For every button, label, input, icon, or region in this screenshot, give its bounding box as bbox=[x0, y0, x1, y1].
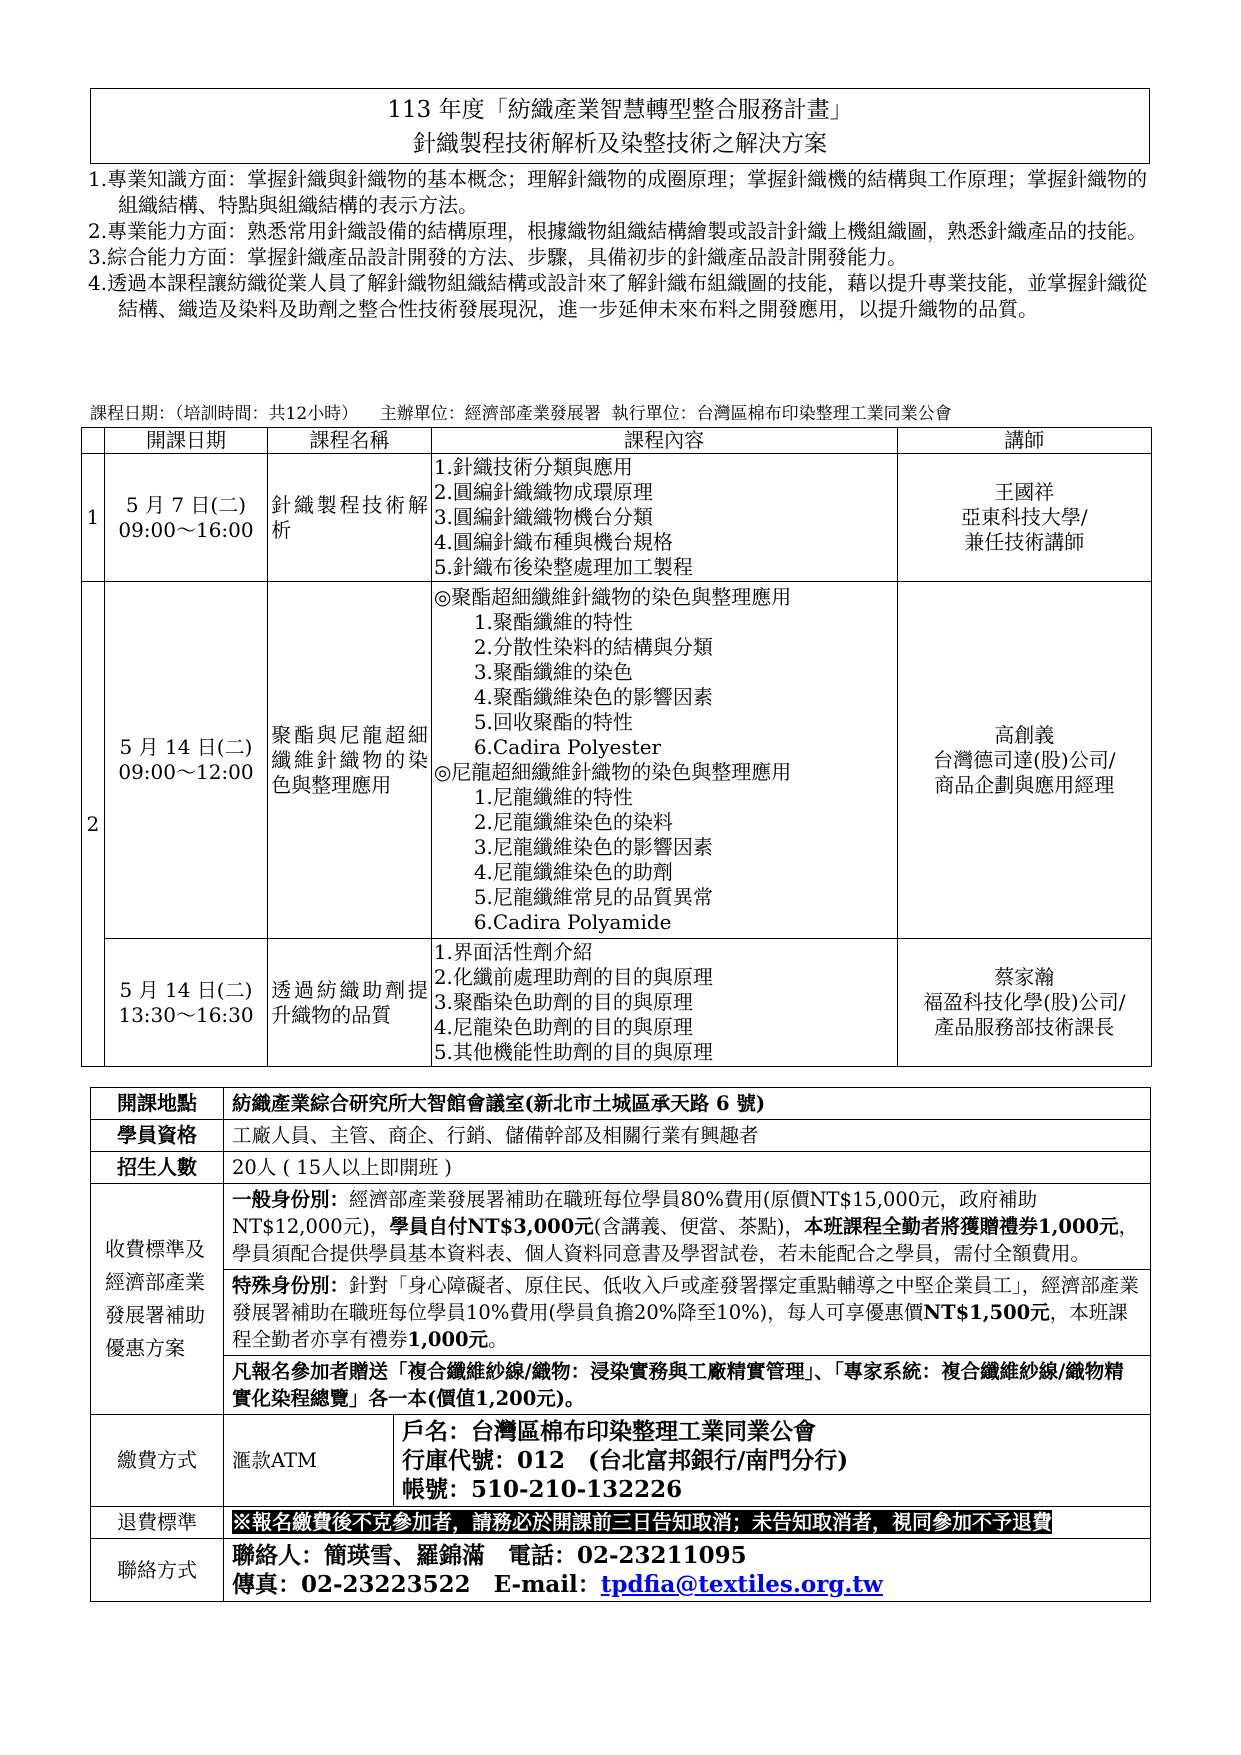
objective-item: 1.專業知識方面：掌握針織與針織物的基本概念；理解針織物的成圈原理；掌握針織機的結構與工作原理；掌握針織物的組織結構、特點與組織結構的表示方法。 bbox=[88, 167, 1148, 217]
enrollment-value: 20人 ( 15人以上即開班 ) bbox=[224, 1152, 1151, 1184]
fee-special-row bbox=[91, 1270, 1151, 1356]
enrollment-row bbox=[91, 1152, 1151, 1184]
fee-label: 收費標準及經濟部產業發展署補助優惠方案 bbox=[91, 1184, 224, 1415]
refund-label: 退費標準 bbox=[91, 1507, 224, 1539]
table-header-row bbox=[82, 428, 1152, 454]
payment-row bbox=[91, 1415, 1151, 1507]
payment-account: 戶名：台灣區棉布印染整理工業同業公會 行庫代號：012 (台北富邦銀行/南門分行) 帳號：510-210-132226 bbox=[394, 1415, 1151, 1507]
session-name: 透過紡織助劑提升織物的品質 bbox=[268, 939, 432, 1067]
venue-label: 開課地點 bbox=[91, 1088, 224, 1120]
contact-label: 聯絡方式 bbox=[91, 1539, 224, 1602]
payment-label: 繳費方式 bbox=[91, 1415, 224, 1507]
objective-item: 3.綜合能力方面：掌握針織產品設計開發的方法、步驟，具備初步的針織產品設計開發能力。 bbox=[88, 245, 908, 269]
session-lecturer: 蔡家瀚 福盈科技化學(股)公司/ 產品服務部技術課長 bbox=[897, 939, 1151, 1067]
header-name: 課程名稱 bbox=[268, 428, 432, 454]
session-name: 聚酯與尼龍超細纖維針織物的染色與整理應用 bbox=[268, 582, 432, 939]
title-box bbox=[90, 88, 1150, 164]
enrollment-label: 招生人數 bbox=[91, 1152, 224, 1184]
course-objectives bbox=[88, 166, 1158, 322]
session-content: 1.界面活性劑介紹 2.化纖前處理助劑的目的與原理 3.聚酯染色助劑的目的與原理 4.尼龍染色助劑的目的與原理 5.其他機能性助劑的目的與原理 bbox=[431, 939, 897, 1067]
session-name: 針織製程技術解析 bbox=[268, 454, 432, 582]
schedule-note: 課程日期：（培訓時間：共12小時） bbox=[90, 404, 359, 424]
executor: 執行單位：台灣區棉布印染整理工業同業公會 bbox=[611, 404, 952, 424]
organizer: 主辦單位：經濟部產業發展署 bbox=[379, 404, 601, 424]
table-row bbox=[82, 582, 1152, 939]
header-date: 開課日期 bbox=[104, 428, 268, 454]
objective-item: 2.專業能力方面：熟悉常用針織設備的結構原理，根據織物組織結構繪製或設計針織上機組織圖，熟悉針織產品的技能。 bbox=[88, 219, 1148, 243]
title-line-1: 113 年度「紡織產業智慧轉型整合服務計畫」 bbox=[387, 97, 853, 123]
fee-general: 一般身份別：經濟部產業發展署補助在職班每位學員80%費用(原價NT$15,000元，政府補助NT$12,000元)，學員自付NT$3,000元(含講義、便當、茶點)，本班課程全勤者將獲贈禮券1,000元，學員須配合提供學員基本資料表、個人資料同意書及學習試卷，若未能配合之學員，需付全額費用。 bbox=[224, 1184, 1151, 1270]
header-content: 課程內容 bbox=[431, 428, 897, 454]
refund-value bbox=[224, 1507, 1151, 1539]
table-row bbox=[82, 454, 1152, 582]
objective-item: 4.透過本課程讓紡織從業人員了解針織物組織結構或設計來了解針織布組織圖的技能，藉以提升專業技能，並掌握針織從結構、織造及染料及助劑之整合性技術發展現況，進一步延伸未來布料之開發應用，以提升織物的品質。 bbox=[88, 271, 1148, 321]
fee-row bbox=[91, 1184, 1151, 1270]
eligibility-label: 學員資格 bbox=[91, 1120, 224, 1152]
fee-gift: 凡報名參加者贈送「複合纖維紗線/織物：浸染實務與工廠精實管理」、「專家系統：複合纖維紗線/織物精實化染程總覽」各一本(價值1,200元)。 bbox=[224, 1356, 1151, 1415]
session-content: 1.針織技術分類與應用 2.圓編針織織物成環原理 3.圓編針織織物機台分類 4.圓編針織布種與機台規格 5.針織布後染整處理加工製程 bbox=[431, 454, 897, 582]
header-lecturer: 講師 bbox=[897, 428, 1151, 454]
fee-gift-row bbox=[91, 1356, 1151, 1415]
session-content: ◎聚酯超細纖維針織物的染色與整理應用 1.聚酯纖維的特性 2.分散性染料的結構與分類 3.聚酯纖維的染色 4.聚酯纖維染色的影響因素 5.回收聚酯的特性 6.Cadira Polyester ◎尼龍超細纖維針織物的染色與整理應用 1.尼龍纖維的特性 2.尼龍纖維染色的染料 3.尼龍纖維染色的影響因素 4.尼龍纖維染色的助劑 5.尼龍纖維常見的品質異常 6.Cadira Polyamide bbox=[431, 582, 897, 939]
venue-row bbox=[91, 1088, 1151, 1120]
session-number: 1 bbox=[82, 454, 105, 582]
session-lecturer: 王國祥 亞東科技大學/ 兼任技術講師 bbox=[897, 454, 1151, 582]
session-date: 5 月 14 日(二) 13:30～16:30 bbox=[104, 939, 268, 1067]
session-date: 5 月 7 日(二) 09:00～16:00 bbox=[104, 454, 268, 582]
eligibility-row bbox=[91, 1120, 1151, 1152]
info-table bbox=[90, 1087, 1151, 1602]
session-lecturer: 高創義 台灣德司達(股)公司/ 商品企劃與應用經理 bbox=[897, 582, 1151, 939]
email-link[interactable]: tpdfia@textiles.org.tw bbox=[600, 1571, 883, 1598]
title-line-2: 針織製程技術解析及染整技術之解決方案 bbox=[413, 131, 827, 157]
refund-row bbox=[91, 1507, 1151, 1539]
fee-special: 特殊身份別：針對「身心障礙者、原住民、低收入戶或產發署擇定重點輔導之中堅企業員工」，經濟部產業發展署補助在職班每位學員10%費用(學員負擔20%降至10%)，每人可享優惠價NT$1,500元，本班課程全勤者亦享有禮券1,000元。 bbox=[224, 1270, 1151, 1356]
session-number: 2 bbox=[82, 582, 105, 1067]
course-table bbox=[81, 427, 1152, 1067]
eligibility-value: 工廠人員、主管、商企、行銷、儲備幹部及相關行業有興趣者 bbox=[224, 1120, 1151, 1152]
table-row bbox=[82, 939, 1152, 1067]
course-meta bbox=[90, 403, 1150, 425]
contact-value: 聯絡人：簡瑛雪、羅錦滿 電話：02-23211095 傳真：02-23223522 E-mail：tpdfia@textiles.org.tw bbox=[224, 1539, 1151, 1602]
contact-row bbox=[91, 1539, 1151, 1602]
venue-value: 紡織產業綜合研究所大智館會議室(新北市土城區承天路 6 號) bbox=[224, 1088, 1151, 1120]
session-date: 5 月 14 日(二) 09:00～12:00 bbox=[104, 582, 268, 939]
refund-notice: ※報名繳費後不克參加者，請務必於開課前三日告知取消；未告知取消者，視同參加不予退費 bbox=[232, 1510, 1052, 1534]
payment-method: 滙款ATM bbox=[224, 1415, 394, 1507]
